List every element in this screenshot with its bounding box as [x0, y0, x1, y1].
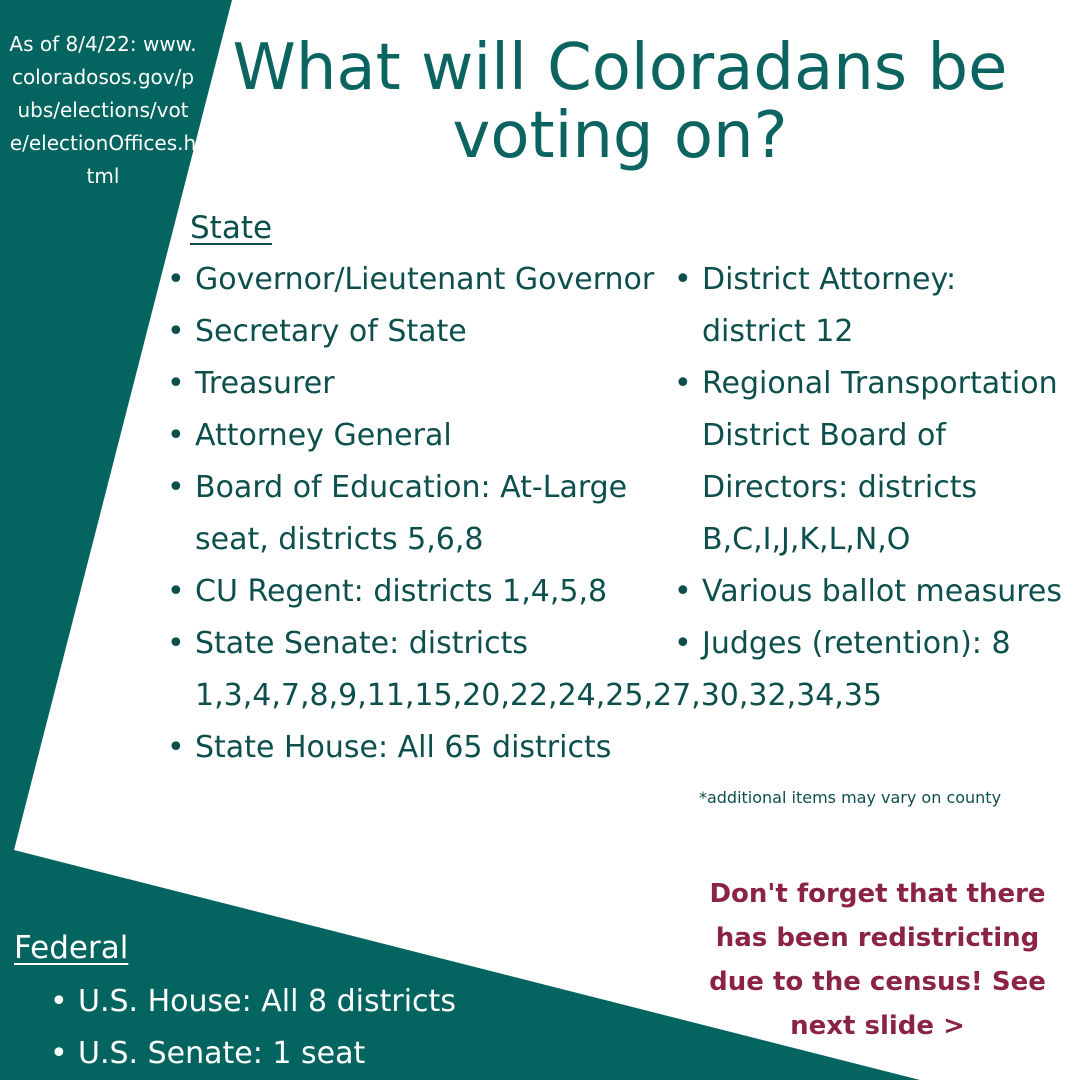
county-note: *additional items may vary on county — [698, 788, 1002, 807]
federal-list — [48, 976, 568, 1080]
state-list-right — [672, 254, 1062, 670]
list-item: • State Senate: districts 1,3,4,7,8,9,11,15,20,22,24,25,27,30,32,34,35 — [165, 618, 665, 722]
list-item: • District Attorney: district 12 — [672, 254, 1062, 358]
list-item: • Judges (retention): 8 — [672, 618, 1062, 670]
list-item: • Secretary of State — [165, 306, 665, 358]
source-note: As of 8/4/22: www.coloradosos.gov/pubs/elections/vote/electionOffices.html — [9, 32, 197, 188]
state-heading: State — [190, 210, 273, 246]
list-item: • Board of Education: At-Large seat, districts 5,6,8 — [165, 462, 665, 566]
federal-heading: Federal — [14, 930, 129, 966]
list-item: • State House: All 65 districts — [165, 722, 665, 774]
page-title: What will Coloradans be voting on? — [232, 31, 1008, 173]
list-item: • CU Regent: districts 1,4,5,8 — [165, 566, 665, 618]
list-item: • Attorney General — [165, 410, 665, 462]
list-item: • U.S. Senate: 1 seat — [48, 1028, 568, 1080]
list-item: • Various ballot measures — [672, 566, 1062, 618]
list-item: • Governor/Lieutenant Governor — [165, 254, 665, 306]
list-item: • Regional Transportation District Board of Directors: districts B,C,I,J,K,L,N,O — [672, 358, 1062, 566]
list-item: • Treasurer — [165, 358, 665, 410]
redistricting-reminder: Don't forget that there has been redistricting due to the census! See next slide > — [709, 879, 1046, 1041]
list-item: • U.S. House: All 8 districts — [48, 976, 568, 1028]
